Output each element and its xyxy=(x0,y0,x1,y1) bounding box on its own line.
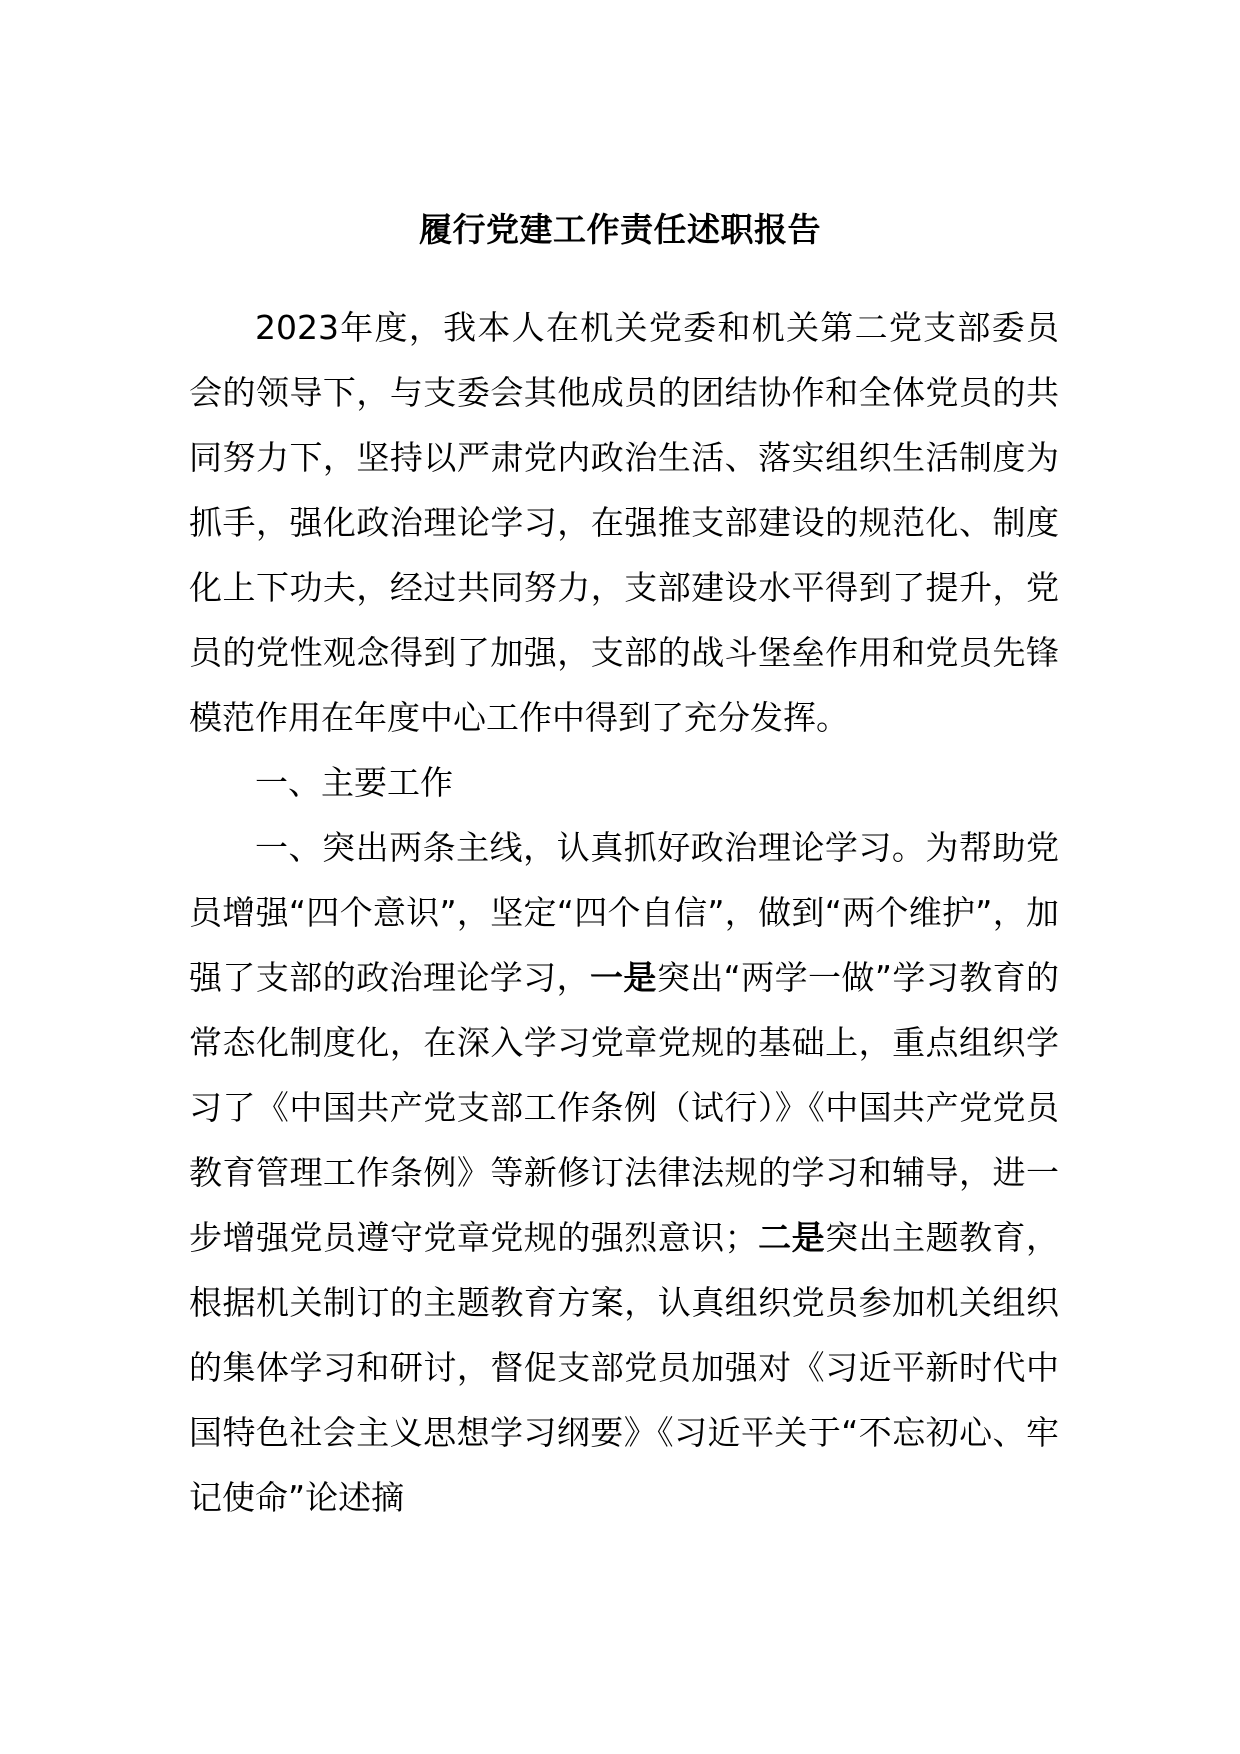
document-body xyxy=(189,295,1059,1530)
emphasis-second: 二是 xyxy=(757,1218,826,1257)
document-title: 履行党建工作责任述职报告 xyxy=(419,210,821,249)
paragraph-text: 突出主题教育，根据机关制订的主题教育方案，认真组织党员参加机关组织的集体学习和研讨，督促支部党员加强对《习近平新时代中国特色社会主义思想学习纲要》《习近平关于“不忘初心、牢记使命”论述摘 xyxy=(189,1218,1060,1517)
emphasis-first: 一是 xyxy=(589,958,657,997)
section-heading-main-work: 一、主要工作 xyxy=(255,763,453,802)
intro-paragraph: 2023年度，我本人在机关党委和机关第二党支部委员会的领导下，与支委会其他成员的团结协作和全体党员的共同努力下，坚持以严肃党内政治生活、落实组织生活制度为抓手，强化政治理论学习，在强推支部建设的规范化、制度化上下功夫，经过共同努力，支部建设水平得到了提升，党员的党性观念得到了加强，支部的战斗堡垒作用和党员先锋模范作用在年度中心工作中得到了充分发挥。 xyxy=(189,308,1059,737)
paragraph-text: 一、突出两条主线，认真抓好政治理论学习。为帮助党员增强“四个意识”，坚定“四个自信”，做到“两个维护”，加强了支部的政治理论学习， xyxy=(189,828,1059,997)
item-one-paragraph xyxy=(189,815,1059,1530)
paragraph-text: 突出“两学一做”学习教育的常态化制度化，在深入学习党章党规的基础上，重点组织学习了《中国共产党支部工作条例（试行）》《中国共产党党员教育管理工作条例》等新修订法律法规的学习和辅导，进一步增强党员遵守党章党规的强烈意识； xyxy=(189,958,1060,1257)
